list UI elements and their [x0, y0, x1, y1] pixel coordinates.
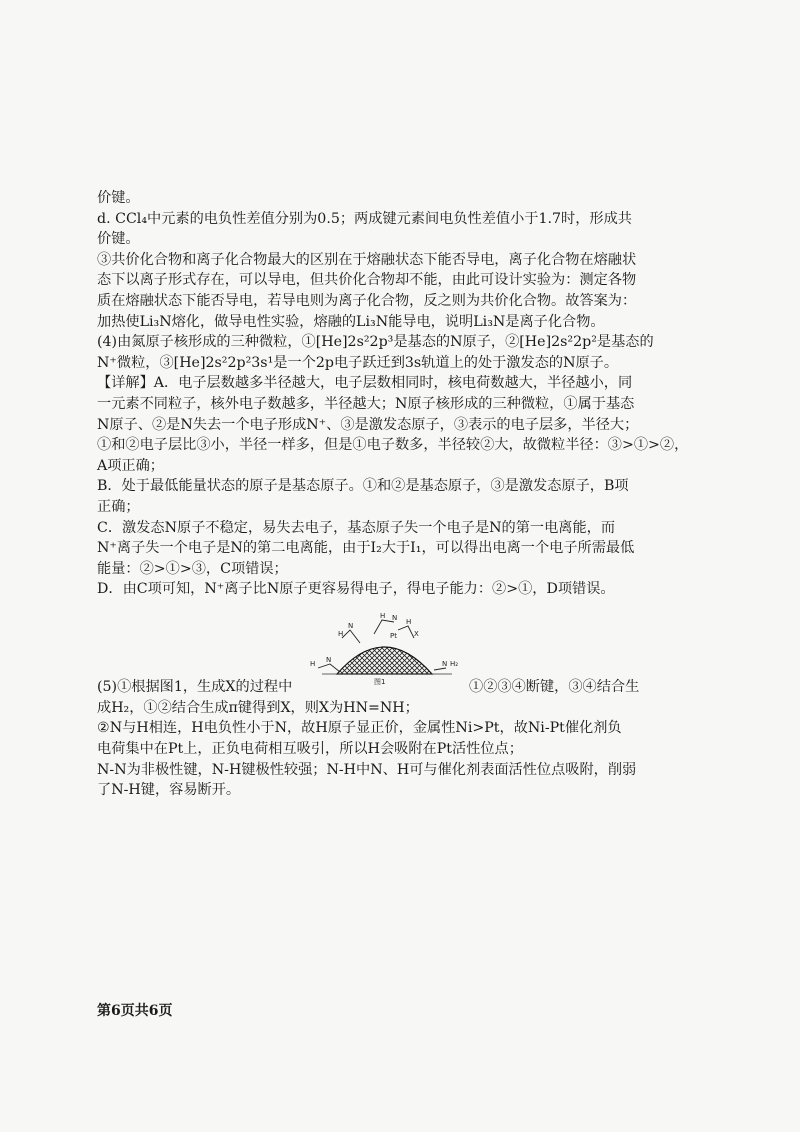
part5-lead-left: (5)①根据图1，生成X的过程中 — [97, 679, 293, 696]
text-line: 电荷集中在Pt上，正负电荷相互吸引，所以H会吸附在Pt活性位点； — [97, 741, 523, 758]
figure-row — [97, 608, 717, 698]
text-line: 【详解】A．电子层数越多半径越大，电子层数相同时，核电荷数越大，半径越小，同 — [97, 375, 633, 392]
svg-text:X: X — [414, 629, 419, 638]
text-line: 能量：②>①>③，C项错误； — [97, 560, 288, 577]
svg-text:H: H — [380, 611, 386, 620]
text-line: 成H₂，①②结合生成π键得到X，则X为HN=NH； — [97, 699, 419, 716]
svg-text:N: N — [348, 621, 354, 630]
text-line: 了N-H键，容易断开。 — [97, 782, 241, 799]
text-line: 价键。 — [97, 231, 140, 248]
svg-text:N: N — [442, 659, 448, 668]
svg-text:N: N — [326, 655, 332, 664]
figure-caption: 图1 — [374, 677, 386, 686]
text-line: D．由C项可知，N⁺离子比N原子更容易得电子，得电子能力：②>①，D项错误。 — [97, 581, 615, 598]
text-line: 价键。 — [97, 190, 140, 206]
text-line: A项正确； — [97, 457, 164, 474]
text-line: d. CCl₄中元素的电负性差值分别为0.5；两成键元素间电负性差值小于1.7时，形成共 — [97, 210, 632, 227]
text-line: N⁺微粒，③[He]2s²2p²3s¹是一个2p电子跃迁到3s轨道上的处于激发态的N原子。 — [97, 354, 619, 371]
text-line: 加热使Li₃N熔化，做导电性实验，熔融的Li₃N能导电，说明Li₃N是离子化合物。 — [97, 313, 605, 330]
part5-lead-right: ①②③④断键，③④结合生 — [469, 679, 640, 696]
text-line: C．激发态N原子不稳定，易失去电子，基态原子失一个电子是N的第一电离能，而 — [97, 519, 616, 536]
text-line: 正确； — [97, 498, 140, 515]
svg-text:H: H — [406, 617, 412, 626]
svg-text:H₂: H₂ — [450, 659, 459, 668]
text-line: (4)由氮原子核形成的三种微粒，①[He]2s²2p³是基态的N原子，②[He]2s²2p²是基态的 — [97, 334, 654, 351]
text-line: ③共价化合物和离子化合物最大的区别在于熔融状态下能否导电，离子化合物在熔融状 — [97, 251, 637, 268]
catalyst-adsorption-figure — [302, 608, 467, 686]
svg-text:H: H — [338, 629, 344, 638]
svg-text:Pt: Pt — [390, 631, 397, 640]
svg-text:H: H — [310, 659, 316, 668]
text-line: 一元素不同粒子，核外电子数越多，半径越大；N原子核形成的三种微粒，①属于基态 — [97, 395, 635, 412]
text-line: N⁺离子失一个电子是N的第二电离能，由于I₂大于I₁，可以得出电离一个电子所需最低 — [97, 540, 635, 557]
text-line: N原子、②是N失去一个电子形成N⁺、③是激发态原子，③表示的电子层多，半径大； — [97, 416, 639, 433]
text-line: 态下以离子形式存在，可以导电，但共价化合物却不能，由此可设计实验为：测定各物 — [97, 272, 637, 289]
catalyst-particle — [337, 647, 432, 674]
text-line: ②N与H相连，H电负性小于N，故H原子显正价，金属性Ni>Pt，故Ni-Pt催化剂负 — [97, 720, 622, 737]
svg-text:N: N — [392, 613, 398, 622]
text-line: B．处于最低能量状态的原子是基态原子。①和②是基态原子，③是激发态原子，B项 — [97, 478, 629, 495]
text-line: ①和②电子层比③小，半径一样多，但是①电子数多，半径较②大，故微粒半径：③>①>②， — [97, 437, 689, 454]
text-line: 质在熔融状态下能否导电，若导电则为离子化合物，反之则为共价化合物。故答案为： — [97, 292, 637, 309]
answer-text — [97, 188, 717, 801]
page-footer: 第6页共6页 — [97, 1003, 173, 1019]
text-line: N-N为非极性键，N-H键极性较强；N-H中N、H可与催化剂表面活性位点吸附，削弱 — [97, 761, 637, 778]
